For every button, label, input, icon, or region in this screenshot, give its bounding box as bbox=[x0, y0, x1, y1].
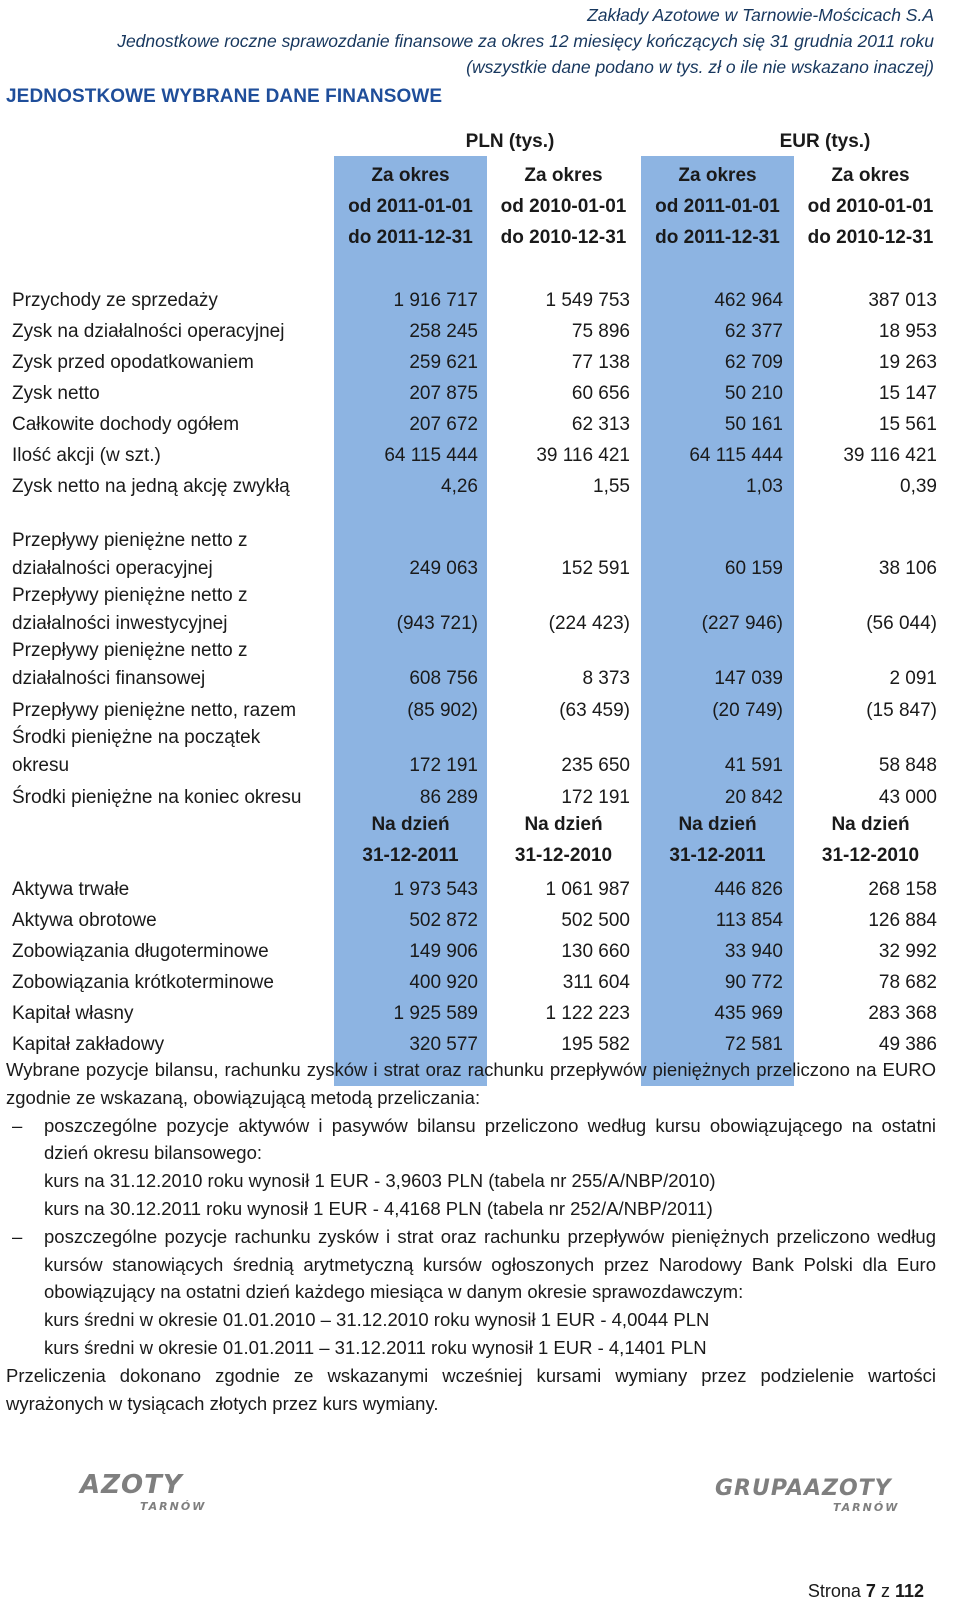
notes-bullet-balance: – poszczególne pozycje aktywów i pasywów bilansu przeliczono według kursu obowiązującego na ostatni dzień okresu bilansowego: bbox=[12, 1114, 936, 1164]
currency-eur-label: EUR (tys.) bbox=[779, 131, 871, 152]
currency-pln-label: PLN (tys.) bbox=[465, 131, 555, 152]
notes-bullet-income: – poszczególne pozycje rachunku zysków i strat oraz rachunku przepływów pieniężnych przeliczono według kursów stanowiących średnią arytmetyczną kursów ogłoszonych przez Narodowy Bank Polski dla Euro obowiązujący na ostatni dzień każdego miesiąca w danym okresie sprawozdawczym: bbox=[12, 1225, 936, 1303]
column-header-3: Za okres od 2011-01-01 do 2011-12-31 bbox=[655, 165, 780, 248]
date-header-1: Na dzień 31-12-2011 bbox=[362, 814, 459, 866]
table-row: Zysk netto na jedną akcję zwykłą 4,26 1,55 1,03 0,39 bbox=[12, 476, 937, 497]
column-header-2: Za okres od 2010-01-01 do 2010-12-31 bbox=[500, 165, 627, 248]
page-number: Strona 7 z 112 bbox=[807, 1581, 924, 1601]
table-row: Zysk netto 207 875 60 656 50 210 15 147 bbox=[12, 383, 937, 404]
header-note: (wszystkie dane podano w tys. zł o ile nie wskazano inaczej) bbox=[466, 57, 934, 77]
table-row: Przepływy pieniężne netto z działalności finansowej 608 756 8 373 147 039 2 091 bbox=[12, 640, 937, 689]
table-row: Ilość akcji (w szt.) 64 115 444 39 116 421 64 115 444 39 116 421 bbox=[12, 445, 937, 466]
notes-avg-rate-2011: kurs średni w okresie 01.01.2011 – 31.12.2011 roku wynosił 1 EUR - 4,1401 PLN bbox=[44, 1336, 707, 1358]
notes-outro: Przeliczenia dokonano zgodnie ze wskazanymi wcześniej kursami wymiany przez podzielenie wartości wyrażonych w tysiącach złotych przez kurs wymiany. bbox=[6, 1364, 936, 1414]
column-header-1: Za okres od 2011-01-01 do 2011-12-31 bbox=[348, 165, 473, 248]
table-row: Kapitał zakładowy 320 577 195 582 72 581 49 386 bbox=[12, 1034, 937, 1055]
table-row: Środki pieniężne na koniec okresu 86 289 172 191 20 842 43 000 bbox=[12, 787, 937, 808]
section-title: JEDNOSTKOWE WYBRANE DANE FINANSOWE bbox=[6, 86, 443, 107]
table-row: Środki pieniężne na początek okresu 172 191 235 650 41 591 58 848 bbox=[12, 727, 937, 776]
date-header-4: Na dzień 31-12-2010 bbox=[821, 814, 920, 866]
notes-rate-2011: kurs na 30.12.2011 roku wynosił 1 EUR - 4,4168 PLN (tabela nr 252/A/NBP/2011) bbox=[44, 1197, 713, 1219]
notes-avg-rate-2010: kurs średni w okresie 01.01.2010 – 31.12.2010 roku wynosił 1 EUR - 4,0044 PLN bbox=[44, 1309, 710, 1331]
azoty-tarnow-logo: AZOTY TARNÓW bbox=[80, 1470, 207, 1513]
table-row: Zysk przed opodatkowaniem 259 621 77 138 62 709 19 263 bbox=[12, 352, 937, 373]
header-company: Zakłady Azotowe w Tarnowie-Mościcach S.A bbox=[587, 5, 934, 25]
table-row: Zobowiązania długoterminowe 149 906 130 660 33 940 32 992 bbox=[12, 941, 937, 962]
table-row: Kapitał własny 1 925 589 1 122 223 435 969 283 368 bbox=[12, 1003, 937, 1024]
notes-intro: Wybrane pozycje bilansu, rachunku zysków i strat oraz rachunku przepływów pieniężnych przeliczono na EURO zgodnie ze wskazaną, obowiązującą metodą przeliczania: bbox=[6, 1059, 936, 1108]
table-row: Całkowite dochody ogółem 207 672 62 313 50 161 15 561 bbox=[12, 414, 937, 435]
date-header-3: Na dzień 31-12-2011 bbox=[669, 814, 766, 866]
table-row: Zysk na działalności operacyjnej 258 245 75 896 62 377 18 953 bbox=[12, 321, 937, 342]
notes-rate-2010: kurs na 31.12.2010 roku wynosił 1 EUR - 3,9603 PLN (tabela nr 255/A/NBP/2010) bbox=[44, 1170, 716, 1192]
table-row: Aktywa trwałe 1 973 543 1 061 987 446 826 268 158 bbox=[12, 879, 937, 900]
date-header-2: Na dzień 31-12-2010 bbox=[514, 814, 613, 866]
table-row: Przepływy pieniężne netto, razem (85 902) (63 459) (20 749) (15 847) bbox=[12, 700, 937, 721]
header-report: Jednostkowe roczne sprawozdanie finansowe za okres 12 miesięcy kończących się 31 grudnia 2011 roku bbox=[117, 31, 934, 51]
table-row: Przychody ze sprzedaży 1 916 717 1 549 753 462 964 387 013 bbox=[12, 290, 937, 311]
table-row: Aktywa obrotowe 502 872 502 500 113 854 126 884 bbox=[12, 910, 937, 931]
conversion-notes bbox=[6, 1056, 936, 1417]
table-row: Przepływy pieniężne netto z działalności inwestycyjnej (943 721) (224 423) (227 946) (56 044) bbox=[12, 585, 937, 634]
table-row: Przepływy pieniężne netto z działalności operacyjnej 249 063 152 591 60 159 38 106 bbox=[12, 530, 937, 579]
grupa-azoty-logo: GRUPAAZOTY TARNÓW bbox=[715, 1476, 900, 1514]
table-row: Zobowiązania krótkoterminowe 400 920 311 604 90 772 78 682 bbox=[12, 972, 937, 993]
column-header-4: Za okres od 2010-01-01 do 2010-12-31 bbox=[807, 165, 934, 248]
